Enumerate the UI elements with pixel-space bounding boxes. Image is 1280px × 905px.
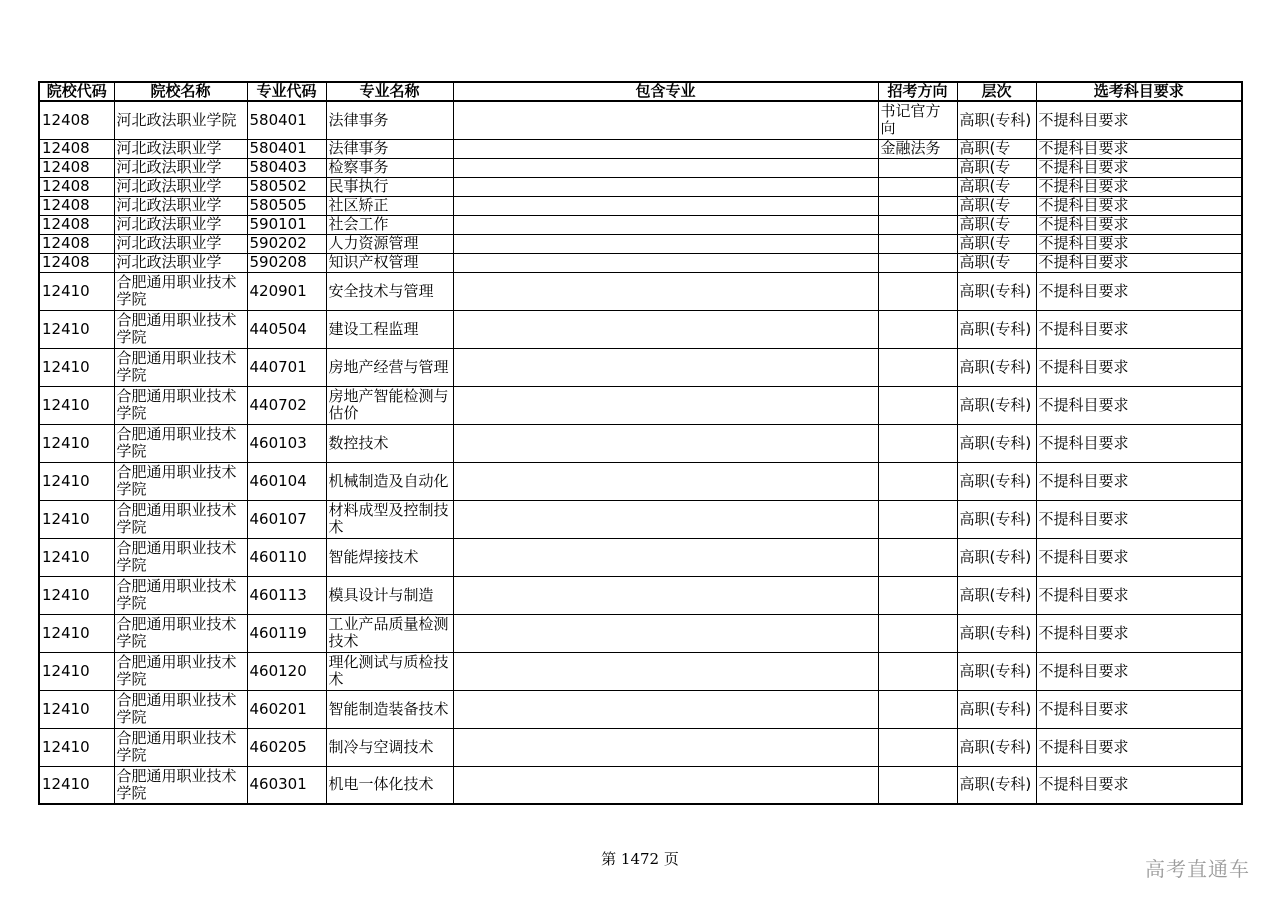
cell-school-name-text: 合肥通用职业技术学院 bbox=[116, 274, 237, 308]
cell-school-name: 河北政法职业学 bbox=[114, 158, 247, 177]
table-row bbox=[39, 690, 1242, 728]
cell-subject-requirement: 不提科目要求 bbox=[1036, 101, 1242, 139]
cell-subject-requirement: 不提科目要求 bbox=[1036, 652, 1242, 690]
cell-included-majors bbox=[453, 386, 878, 424]
cell-school-name bbox=[114, 310, 247, 348]
cell-subject-requirement: 不提科目要求 bbox=[1036, 424, 1242, 462]
cell-subject-requirement: 不提科目要求 bbox=[1036, 196, 1242, 215]
cell-school-name: 河北政法职业学 bbox=[114, 177, 247, 196]
cell-level-text: 高职(专科) bbox=[959, 472, 1032, 490]
cell-subject-requirement: 不提科目要求 bbox=[1036, 728, 1242, 766]
cell-major-name: 法律事务 bbox=[326, 139, 453, 158]
cell-direction bbox=[878, 234, 957, 253]
cell-major-name bbox=[326, 690, 453, 728]
cell-school-code: 12408 bbox=[39, 196, 114, 215]
table-row bbox=[39, 728, 1242, 766]
cell-school-code: 12408 bbox=[39, 234, 114, 253]
cell-school-name bbox=[114, 690, 247, 728]
cell-direction bbox=[878, 177, 957, 196]
cell-school-name-text: 合肥通用职业技术学院 bbox=[116, 692, 237, 726]
cell-included-majors bbox=[453, 139, 878, 158]
table-row bbox=[39, 139, 1242, 158]
cell-school-name-text: 合肥通用职业技术学院 bbox=[116, 388, 237, 422]
cell-subject-requirement: 不提科目要求 bbox=[1036, 386, 1242, 424]
cell-included-majors bbox=[453, 234, 878, 253]
cell-major-name bbox=[326, 310, 453, 348]
cell-school-name bbox=[114, 500, 247, 538]
cell-major-code: 460201 bbox=[247, 690, 326, 728]
header-major-code: 专业代码 bbox=[247, 82, 326, 101]
cell-direction bbox=[878, 215, 957, 234]
cell-major-name: 人力资源管理 bbox=[326, 234, 453, 253]
cell-major-code: 460110 bbox=[247, 538, 326, 576]
cell-level-text: 高职(专科) bbox=[959, 738, 1032, 756]
cell-subject-requirement: 不提科目要求 bbox=[1036, 500, 1242, 538]
cell-level bbox=[957, 101, 1036, 139]
cell-direction bbox=[878, 348, 957, 386]
table-row bbox=[39, 500, 1242, 538]
cell-level-text: 高职(专科) bbox=[959, 510, 1032, 528]
cell-major-name-text: 制冷与空调技术 bbox=[328, 738, 434, 756]
cell-school-name-text: 合肥通用职业技术学院 bbox=[116, 502, 237, 536]
cell-level bbox=[957, 690, 1036, 728]
table-row bbox=[39, 101, 1242, 139]
cell-school-name-text: 合肥通用职业技术学院 bbox=[116, 312, 237, 346]
cell-level-text: 高职(专科) bbox=[959, 700, 1032, 718]
cell-direction bbox=[878, 500, 957, 538]
cell-major-name-text: 房地产智能检测与估价 bbox=[328, 388, 449, 422]
cell-school-name-text: 河北政法职业学院 bbox=[116, 111, 237, 129]
cell-major-code: 440701 bbox=[247, 348, 326, 386]
cell-school-code: 12410 bbox=[39, 728, 114, 766]
cell-major-code: 580401 bbox=[247, 139, 326, 158]
table-row bbox=[39, 424, 1242, 462]
cell-major-name-text: 理化测试与质检技术 bbox=[328, 654, 449, 688]
table-row bbox=[39, 215, 1242, 234]
table-row bbox=[39, 766, 1242, 804]
cell-level-text: 高职(专科) bbox=[959, 282, 1032, 300]
cell-included-majors bbox=[453, 614, 878, 652]
cell-direction bbox=[878, 310, 957, 348]
table-row bbox=[39, 177, 1242, 196]
cell-major-name-text: 数控技术 bbox=[328, 434, 389, 452]
cell-included-majors bbox=[453, 310, 878, 348]
cell-school-code: 12410 bbox=[39, 538, 114, 576]
cell-level: 高职(专 bbox=[957, 253, 1036, 272]
cell-direction bbox=[878, 652, 957, 690]
cell-major-name bbox=[326, 614, 453, 652]
cell-level bbox=[957, 272, 1036, 310]
cell-level-text: 高职(专科) bbox=[959, 396, 1032, 414]
table-row bbox=[39, 386, 1242, 424]
cell-school-name-text: 合肥通用职业技术学院 bbox=[116, 464, 237, 498]
header-row bbox=[39, 82, 1242, 101]
cell-level-text: 高职(专科) bbox=[959, 358, 1032, 376]
cell-included-majors bbox=[453, 576, 878, 614]
cell-school-code: 12408 bbox=[39, 215, 114, 234]
cell-major-name bbox=[326, 348, 453, 386]
cell-major-name bbox=[326, 424, 453, 462]
cell-school-code: 12408 bbox=[39, 158, 114, 177]
cell-subject-requirement: 不提科目要求 bbox=[1036, 215, 1242, 234]
cell-major-name-text: 智能制造装备技术 bbox=[328, 700, 449, 718]
cell-school-name: 河北政法职业学 bbox=[114, 139, 247, 158]
cell-major-code: 580502 bbox=[247, 177, 326, 196]
cell-direction bbox=[878, 576, 957, 614]
cell-subject-requirement: 不提科目要求 bbox=[1036, 310, 1242, 348]
cell-direction bbox=[878, 690, 957, 728]
cell-major-code: 590202 bbox=[247, 234, 326, 253]
cell-school-name bbox=[114, 424, 247, 462]
cell-school-name: 河北政法职业学 bbox=[114, 196, 247, 215]
cell-school-code: 12410 bbox=[39, 310, 114, 348]
cell-major-name bbox=[326, 101, 453, 139]
cell-level: 高职(专 bbox=[957, 158, 1036, 177]
cell-school-code: 12410 bbox=[39, 272, 114, 310]
cell-direction bbox=[878, 158, 957, 177]
cell-major-code: 460107 bbox=[247, 500, 326, 538]
cell-school-code: 12410 bbox=[39, 576, 114, 614]
cell-direction bbox=[878, 386, 957, 424]
cell-major-code: 420901 bbox=[247, 272, 326, 310]
cell-school-name-text: 合肥通用职业技术学院 bbox=[116, 578, 237, 612]
header-level: 层次 bbox=[957, 82, 1036, 101]
cell-level bbox=[957, 614, 1036, 652]
cell-level: 高职(专 bbox=[957, 139, 1036, 158]
cell-school-code: 12410 bbox=[39, 766, 114, 804]
cell-direction bbox=[878, 196, 957, 215]
cell-direction bbox=[878, 272, 957, 310]
cell-level: 高职(专 bbox=[957, 234, 1036, 253]
cell-school-code: 12410 bbox=[39, 424, 114, 462]
cell-level-text: 高职(专科) bbox=[959, 624, 1032, 642]
cell-school-name bbox=[114, 462, 247, 500]
cell-level: 高职(专 bbox=[957, 196, 1036, 215]
admissions-table bbox=[38, 81, 1243, 805]
cell-major-code: 580505 bbox=[247, 196, 326, 215]
cell-school-name-text: 合肥通用职业技术学院 bbox=[116, 616, 237, 650]
cell-level-text: 高职(专科) bbox=[959, 548, 1032, 566]
cell-major-name bbox=[326, 272, 453, 310]
cell-major-name-text: 机电一体化技术 bbox=[328, 776, 434, 794]
cell-included-majors bbox=[453, 101, 878, 139]
cell-major-name bbox=[326, 462, 453, 500]
cell-direction bbox=[878, 101, 957, 139]
cell-school-name-text: 合肥通用职业技术学院 bbox=[116, 654, 237, 688]
cell-major-code: 460205 bbox=[247, 728, 326, 766]
cell-level bbox=[957, 386, 1036, 424]
table-row bbox=[39, 538, 1242, 576]
cell-major-name bbox=[326, 500, 453, 538]
cell-school-name bbox=[114, 652, 247, 690]
cell-school-name-text: 合肥通用职业技术学院 bbox=[116, 730, 237, 764]
cell-included-majors bbox=[453, 177, 878, 196]
cell-level bbox=[957, 728, 1036, 766]
cell-school-code: 12410 bbox=[39, 500, 114, 538]
cell-school-name bbox=[114, 728, 247, 766]
cell-included-majors bbox=[453, 272, 878, 310]
cell-level bbox=[957, 766, 1036, 804]
cell-included-majors bbox=[453, 424, 878, 462]
cell-school-code: 12410 bbox=[39, 386, 114, 424]
cell-direction bbox=[878, 728, 957, 766]
table-row bbox=[39, 348, 1242, 386]
cell-major-name: 社区矫正 bbox=[326, 196, 453, 215]
cell-level-text: 高职(专科) bbox=[959, 111, 1032, 129]
cell-direction bbox=[878, 538, 957, 576]
cell-major-code: 460104 bbox=[247, 462, 326, 500]
cell-included-majors bbox=[453, 215, 878, 234]
cell-major-name-text: 模具设计与制造 bbox=[328, 586, 434, 604]
cell-major-name bbox=[326, 766, 453, 804]
cell-major-code: 440504 bbox=[247, 310, 326, 348]
cell-included-majors bbox=[453, 196, 878, 215]
cell-school-name bbox=[114, 576, 247, 614]
cell-included-majors bbox=[453, 690, 878, 728]
cell-major-name bbox=[326, 576, 453, 614]
cell-school-name-text: 合肥通用职业技术学院 bbox=[116, 767, 237, 802]
cell-level bbox=[957, 576, 1036, 614]
cell-major-name: 知识产权管理 bbox=[326, 253, 453, 272]
cell-included-majors bbox=[453, 500, 878, 538]
table-row bbox=[39, 310, 1242, 348]
cell-subject-requirement: 不提科目要求 bbox=[1036, 614, 1242, 652]
cell-school-name: 河北政法职业学 bbox=[114, 215, 247, 234]
cell-direction bbox=[878, 253, 957, 272]
header-school-code: 院校代码 bbox=[39, 82, 114, 101]
cell-major-name: 社会工作 bbox=[326, 215, 453, 234]
cell-level bbox=[957, 424, 1036, 462]
cell-subject-requirement: 不提科目要求 bbox=[1036, 690, 1242, 728]
cell-subject-requirement: 不提科目要求 bbox=[1036, 348, 1242, 386]
cell-subject-requirement: 不提科目要求 bbox=[1036, 234, 1242, 253]
cell-subject-requirement: 不提科目要求 bbox=[1036, 766, 1242, 804]
table-header bbox=[39, 82, 1242, 101]
cell-included-majors bbox=[453, 158, 878, 177]
cell-school-code: 12410 bbox=[39, 462, 114, 500]
cell-level bbox=[957, 652, 1036, 690]
cell-major-code: 460103 bbox=[247, 424, 326, 462]
cell-included-majors bbox=[453, 253, 878, 272]
cell-direction bbox=[878, 766, 957, 804]
cell-direction bbox=[878, 462, 957, 500]
cell-major-code: 460120 bbox=[247, 652, 326, 690]
cell-level: 高职(专 bbox=[957, 177, 1036, 196]
cell-major-name-text: 材料成型及控制技术 bbox=[328, 502, 449, 536]
cell-major-name-text: 机械制造及自动化 bbox=[328, 472, 449, 490]
cell-level bbox=[957, 538, 1036, 576]
table-row bbox=[39, 234, 1242, 253]
cell-major-name bbox=[326, 538, 453, 576]
table-body bbox=[39, 101, 1242, 804]
cell-major-code: 460113 bbox=[247, 576, 326, 614]
cell-major-name-text: 房地产经营与管理 bbox=[328, 358, 449, 376]
header-direction: 招考方向 bbox=[878, 82, 957, 101]
cell-major-code: 590208 bbox=[247, 253, 326, 272]
cell-school-name-text: 合肥通用职业技术学院 bbox=[116, 350, 237, 384]
cell-subject-requirement: 不提科目要求 bbox=[1036, 253, 1242, 272]
cell-major-code: 460119 bbox=[247, 614, 326, 652]
cell-direction bbox=[878, 424, 957, 462]
cell-level-text: 高职(专科) bbox=[959, 320, 1032, 338]
cell-school-name bbox=[114, 272, 247, 310]
cell-major-name bbox=[326, 652, 453, 690]
cell-major-code: 460301 bbox=[247, 766, 326, 804]
cell-included-majors bbox=[453, 462, 878, 500]
page-number: 第 1472 页 bbox=[601, 850, 679, 868]
header-subject-requirement: 选考科目要求 bbox=[1036, 82, 1242, 101]
table-row bbox=[39, 652, 1242, 690]
cell-level-text: 高职(专科) bbox=[959, 776, 1032, 794]
cell-subject-requirement: 不提科目要求 bbox=[1036, 139, 1242, 158]
cell-included-majors bbox=[453, 348, 878, 386]
cell-major-code: 580401 bbox=[247, 101, 326, 139]
cell-school-name: 河北政法职业学 bbox=[114, 253, 247, 272]
table-row bbox=[39, 462, 1242, 500]
cell-level-text: 高职(专科) bbox=[959, 586, 1032, 604]
cell-direction: 金融法务 bbox=[878, 139, 957, 158]
cell-major-code: 580403 bbox=[247, 158, 326, 177]
table-row bbox=[39, 196, 1242, 215]
cell-school-code: 12408 bbox=[39, 177, 114, 196]
cell-major-name-text: 法律事务 bbox=[328, 111, 389, 129]
header-major-name: 专业名称 bbox=[326, 82, 453, 101]
cell-subject-requirement: 不提科目要求 bbox=[1036, 538, 1242, 576]
table-row bbox=[39, 272, 1242, 310]
table-row bbox=[39, 253, 1242, 272]
cell-major-name: 民事执行 bbox=[326, 177, 453, 196]
cell-school-name bbox=[114, 101, 247, 139]
cell-school-code: 12410 bbox=[39, 614, 114, 652]
cell-school-name-text: 合肥通用职业技术学院 bbox=[116, 540, 237, 574]
cell-level-text: 高职(专科) bbox=[959, 434, 1032, 452]
cell-level bbox=[957, 500, 1036, 538]
cell-major-name bbox=[326, 386, 453, 424]
cell-school-code: 12410 bbox=[39, 690, 114, 728]
cell-school-code: 12408 bbox=[39, 139, 114, 158]
cell-subject-requirement: 不提科目要求 bbox=[1036, 462, 1242, 500]
cell-direction bbox=[878, 614, 957, 652]
watermark: 高考直通车 bbox=[1145, 857, 1250, 881]
cell-major-name-text: 建设工程监理 bbox=[328, 320, 419, 338]
cell-level bbox=[957, 348, 1036, 386]
cell-level bbox=[957, 462, 1036, 500]
cell-school-name-text: 合肥通用职业技术学院 bbox=[116, 426, 237, 460]
cell-major-code: 590101 bbox=[247, 215, 326, 234]
cell-school-name: 河北政法职业学 bbox=[114, 234, 247, 253]
cell-included-majors bbox=[453, 766, 878, 804]
cell-level: 高职(专 bbox=[957, 215, 1036, 234]
header-included-majors: 包含专业 bbox=[453, 82, 878, 101]
cell-school-code: 12410 bbox=[39, 652, 114, 690]
cell-major-name: 检察事务 bbox=[326, 158, 453, 177]
header-school-name: 院校名称 bbox=[114, 82, 247, 101]
cell-major-code: 440702 bbox=[247, 386, 326, 424]
table-row bbox=[39, 576, 1242, 614]
cell-level bbox=[957, 310, 1036, 348]
table-row bbox=[39, 614, 1242, 652]
cell-school-name bbox=[114, 348, 247, 386]
cell-school-name bbox=[114, 766, 247, 804]
cell-school-code: 12410 bbox=[39, 348, 114, 386]
cell-level-text: 高职(专科) bbox=[959, 662, 1032, 680]
cell-subject-requirement: 不提科目要求 bbox=[1036, 158, 1242, 177]
cell-school-code: 12408 bbox=[39, 253, 114, 272]
cell-included-majors bbox=[453, 538, 878, 576]
cell-subject-requirement: 不提科目要求 bbox=[1036, 576, 1242, 614]
cell-major-name-text: 智能焊接技术 bbox=[328, 548, 419, 566]
cell-included-majors bbox=[453, 728, 878, 766]
cell-school-name bbox=[114, 538, 247, 576]
cell-subject-requirement: 不提科目要求 bbox=[1036, 177, 1242, 196]
cell-school-code: 12408 bbox=[39, 101, 114, 139]
table-row bbox=[39, 158, 1242, 177]
cell-included-majors bbox=[453, 652, 878, 690]
cell-major-name-text: 工业产品质量检测技术 bbox=[328, 616, 449, 650]
cell-major-name bbox=[326, 728, 453, 766]
cell-direction-text: 书记官方向 bbox=[880, 103, 941, 138]
cell-school-name bbox=[114, 614, 247, 652]
cell-school-name bbox=[114, 386, 247, 424]
cell-major-name-text: 安全技术与管理 bbox=[328, 282, 434, 300]
cell-subject-requirement: 不提科目要求 bbox=[1036, 272, 1242, 310]
